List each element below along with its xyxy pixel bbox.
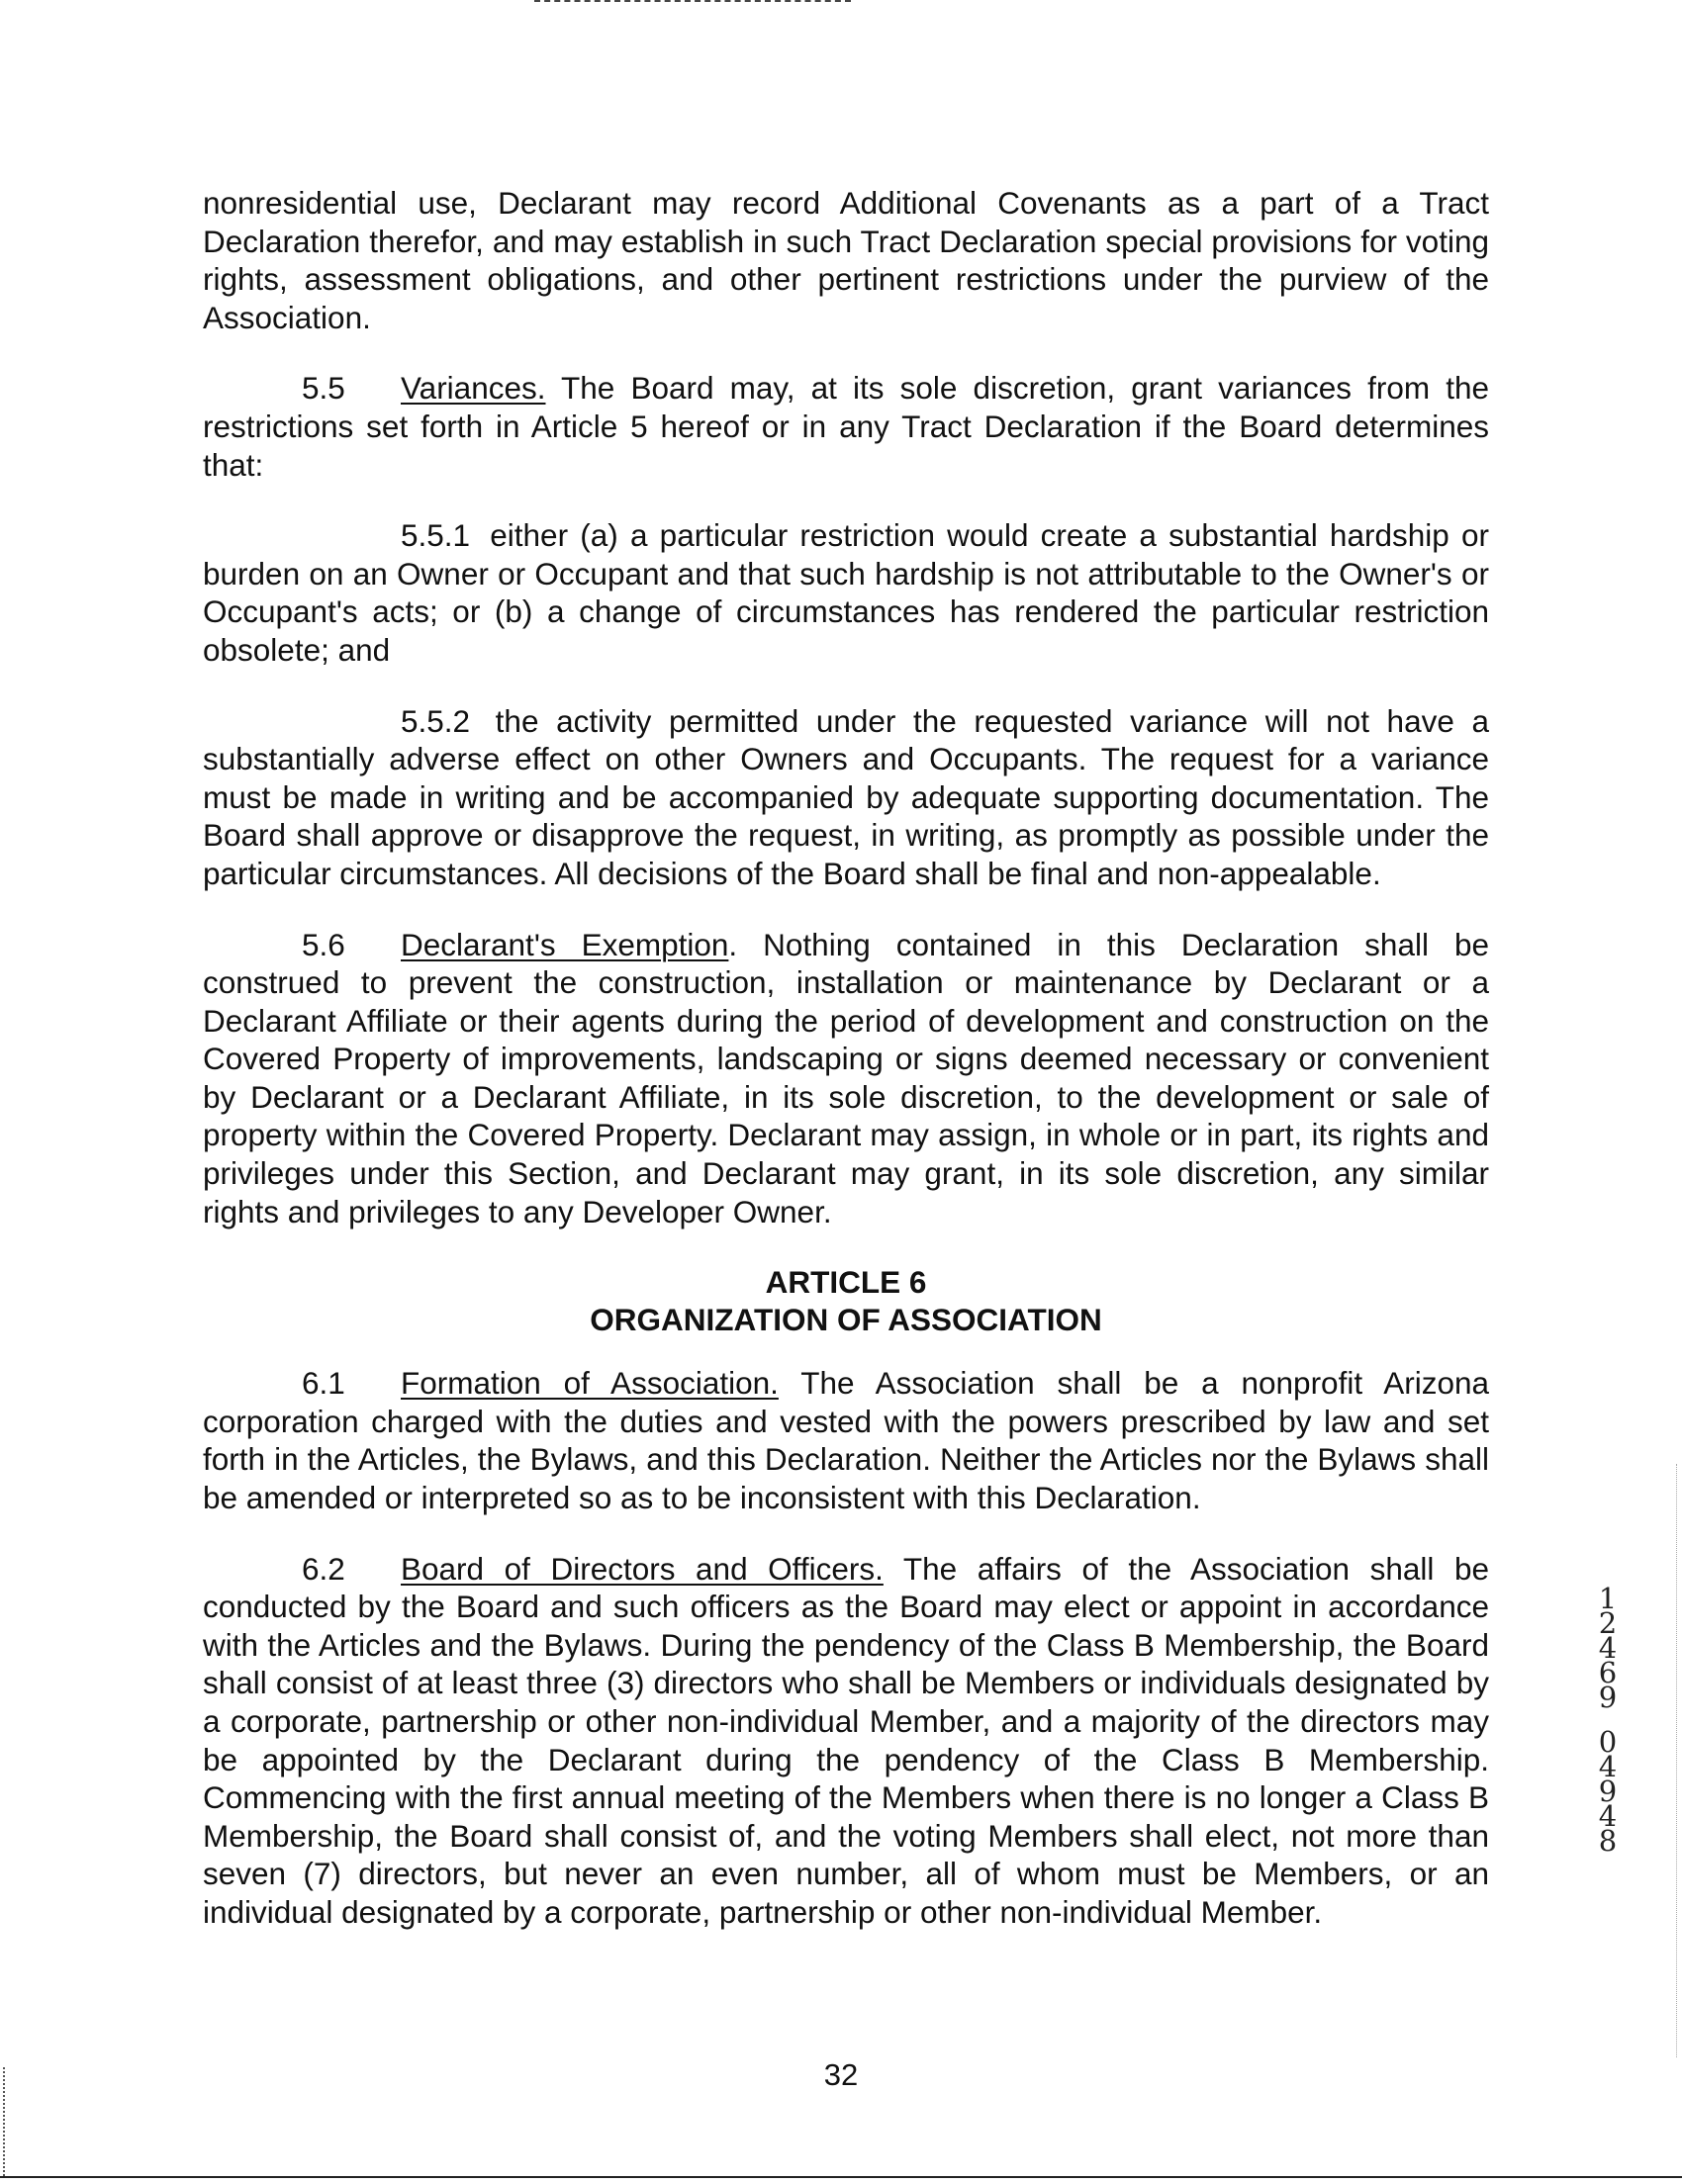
section-text: The Association shall be a nonprofit Arizona corporation charged with the duties and vested with the powers prescribed by law and set forth in the Articles, the Bylaws, and this Declaration. Neither the Articles nor the Bylaws shall be amended or interpreted so as to be inconsistent with this Declaration. — [203, 1365, 1490, 1516]
article-heading — [203, 1263, 1489, 1338]
stamp-digit: 4 — [1598, 1799, 1618, 1833]
section-number: 5.6 — [302, 926, 345, 962]
stamp-digit: 4 — [1598, 1750, 1618, 1783]
section-text: The affairs of the Association shall be conducted by the Board and such officers as the Board may elect or appoint in accordance with the Articles and the Bylaws. During the pendency of the Class B Membership, the Board shall consist of at least three (3) directors who shall be Members or individuals designated by a corporate, partnership or other non-individual Member, and a majority of the directors may be appointed by the Declarant during the pendency of the Class B Membership. Commencing with the first annual meeting of the Members when there is no longer a Class B Membership, the Board shall consist of, and the voting Members shall elect, not more than seven (7) directors, but never an even number, all of whom must be Members, or an individual designated by a corporate, partnership or other non-individual Member. — [203, 1550, 1489, 1930]
continuation-paragraph: nonresidential use, Declarant may record Additional Covenants as a part of a Tract Declaration therefor, and may establish in such Tract Declaration special provisions for voting rights, assessment obligations, and other pertinent restrictions under the purview of the Association. — [203, 185, 1489, 335]
stamp-digit: 8 — [1598, 1824, 1618, 1858]
stamp-digit: 9 — [1598, 1774, 1618, 1808]
subsection-text: either (a) a particular restriction would create a substantial hardship or burden on an Owner or Occupant and that such hardship is not attributable to the Owner's or Occupant's acts; or (b) a change of circumstances has rendered the particular restriction obsolete; and — [203, 517, 1489, 668]
stamp-digit: 1 — [1598, 1582, 1618, 1615]
section-number: 6.1 — [302, 1365, 345, 1402]
page-number: 32 — [823, 2057, 859, 2092]
subsection-number: 5.5.2 — [401, 702, 471, 739]
section-6-2 — [203, 1550, 1489, 1932]
scan-artifact-right — [1676, 1464, 1679, 2057]
section-text: The Board may, at its sole discretion, grant variances from the restrictions set forth in Article 5 hereof or in any Tract Declaration if the Board determines that: — [203, 370, 1489, 483]
stamp-digit: 6 — [1598, 1656, 1618, 1689]
article-number: ARTICLE 6 — [765, 1264, 927, 1301]
section-title: Board of Directors and Officers. — [401, 1550, 884, 1587]
stamp-digit: 0 — [1598, 1725, 1618, 1759]
section-5-5 — [203, 369, 1489, 484]
stamp-digit: 4 — [1598, 1631, 1618, 1665]
section-5-6 — [203, 926, 1489, 1231]
scan-artifact-bottom-rule — [0, 2176, 1682, 2178]
section-text: . Nothing contained in this Declaration shall be construed to prevent the construction, installation or maintenance by Declarant or a Declarant Affiliate or their agents during the period of development and construction on the Covered Property of improvements, landscaping or signs deemed necessary or convenient by Declarant or a Declarant Affiliate, in its sole discretion, to the development or sale of property within the Covered Property. Declarant may assign, in whole or in part, its rights and privileges under this Section, and Declarant may grant, in its sole discretion, any similar rights and privileges to any Developer Owner. — [203, 926, 1490, 1229]
document-body — [203, 184, 1489, 1932]
subsection-text: the activity permitted under the requested variance will not have a substantially adverse effect on other Owners and Occupants. The request for a variance must be made in writing and be accompanied by adequate supporting documentation. The Board shall approve or disapprove the request, in writing, as promptly as possible under the particular circumstances. All decisions of the Board shall be final and non-appealable. — [203, 702, 1489, 891]
section-5-5-2 — [203, 702, 1489, 893]
stamp-digit: 2 — [1598, 1606, 1618, 1640]
section-title: Formation of Association. — [401, 1365, 779, 1402]
section-number: 5.5 — [302, 370, 345, 407]
section-title: Declarant's Exemption — [401, 926, 729, 962]
article-title: ORGANIZATION OF ASSOCIATION — [590, 1302, 1102, 1338]
section-number: 6.2 — [302, 1550, 345, 1587]
scan-artifact-top — [534, 0, 851, 5]
subsection-number: 5.5.1 — [401, 517, 471, 554]
recording-number-stamp — [1591, 1582, 1625, 1858]
section-6-1 — [203, 1364, 1489, 1516]
section-5-5-1 — [203, 516, 1489, 669]
stamp-digit: 9 — [1598, 1681, 1618, 1714]
section-title: Variances. — [401, 370, 546, 407]
